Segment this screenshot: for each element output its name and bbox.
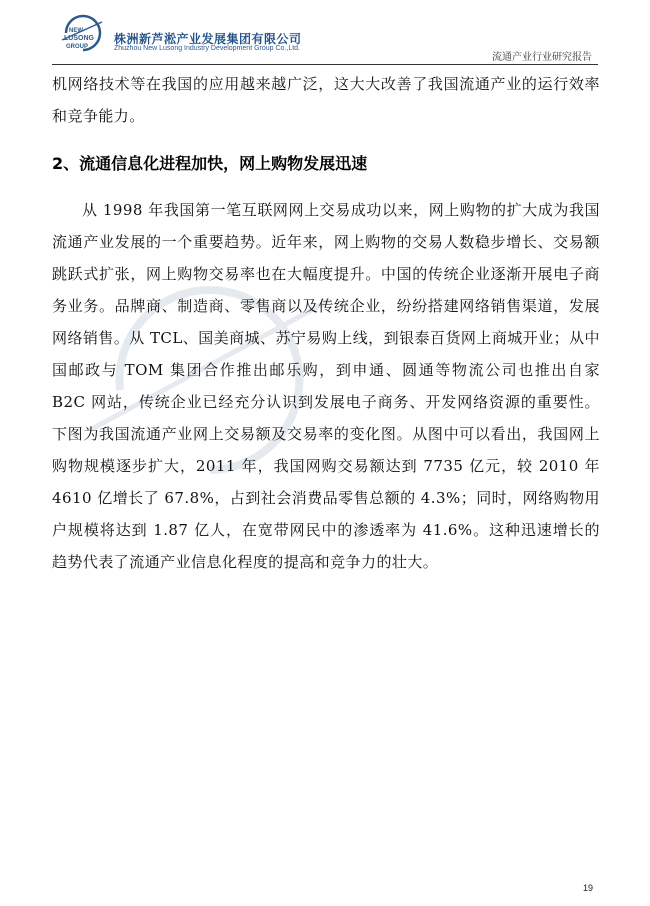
- page-content: [52, 68, 600, 578]
- svg-text:GROUP: GROUP: [66, 44, 89, 50]
- report-title: 流通产业行业研究报告: [492, 52, 592, 63]
- body-paragraph: 从 1998 年我国第一笔互联网网上交易成功以来，网上购物的扩大成为我国流通产业发展的一个重要趋势。近年来，网上购物的交易人数稳步增长、交易额跳跃式扩张，网上购物交易率也在大幅度提升。中国的传统企业逐渐开展电子商务业务。品牌商、制造商、零售商以及传统企业，纷纷搭建网络销售渠道，发展网络销售。从 TCL、国美商城、苏宁易购上线，到银泰百货网上商城开业；从中国邮政与 TOM 集团合作推出邮乐购，到申通、圆通等物流公司也推出自家 B2C 网站，传统企业已经充分认识到发展电子商务、开发网络资源的重要性。下图为我国流通产业网上交易额及交易率的变化图。从图中可以看出，我国网上购物规模逐步扩大，2011 年，我国网购交易额达到 7735 亿元，较 2010 年 4610 亿增长了 67.8%，占到社会消费品零售总额的 4.3%；同时，网络购物用户规模将达到 1.87 亿人，在宽带网民中的渗透率为 41.6%。这种迅速增长的趋势代表了流通产业信息化程度的提高和竞争力的壮大。: [52, 201, 600, 571]
- company-name-cn: 株洲新芦淞产业发展集团有限公司: [114, 32, 302, 46]
- header-divider: [52, 64, 598, 65]
- section-heading: 2、流通信息化进程加快，网上购物发展迅速: [52, 154, 368, 173]
- svg-text:LUSONG: LUSONG: [64, 35, 94, 42]
- page-number: 19: [583, 883, 594, 893]
- company-logo-icon: [56, 10, 110, 56]
- intro-paragraph: 机网络技术等在我国的应用越来越广泛，这大大改善了我国流通产业的运行效率和竞争能力。: [52, 75, 600, 125]
- company-name-en: Zhuzhou New Lusong Industry Development Group Co.,Ltd.: [114, 45, 300, 52]
- page-header: [0, 0, 650, 64]
- svg-text:NEW: NEW: [69, 28, 83, 34]
